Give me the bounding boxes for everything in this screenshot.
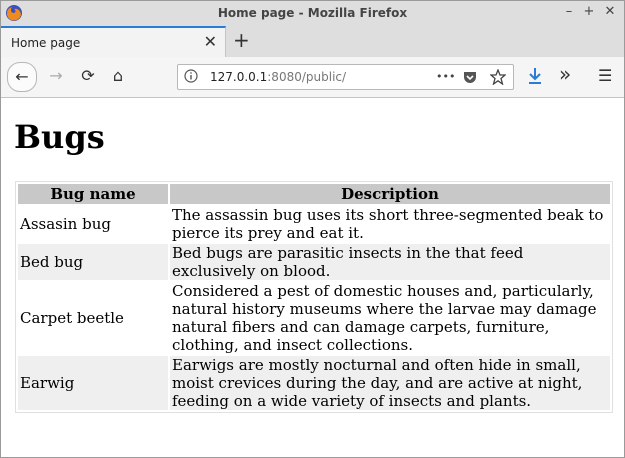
minimize-button[interactable]: – [565, 4, 573, 19]
description-cell: Bed bugs are parasitic insects in the that feed exclusively on blood. [170, 244, 610, 280]
tab-home-page[interactable] [1, 26, 226, 57]
table-row [18, 244, 610, 280]
navigation-toolbar [1, 57, 624, 98]
bug-name-cell: Carpet beetle [20, 309, 124, 327]
window-title: Home page - Mozilla Firefox [217, 6, 408, 20]
table-row [18, 206, 610, 242]
description-cell: Considered a pest of domestic houses and, particularly, natural history museums where the larvae may damage natural fibers and can damage carpets, furniture, clothing, and insect collections. [172, 282, 597, 354]
tab-bar [1, 26, 624, 58]
bugs-table [15, 181, 613, 413]
downloads-icon[interactable] [527, 67, 543, 85]
table-row [18, 356, 610, 410]
maximize-button[interactable]: + [583, 4, 595, 19]
new-tab-button[interactable]: + [233, 28, 250, 52]
home-button[interactable]: ⌂ [112, 66, 124, 85]
reload-button[interactable]: ⟳ [81, 66, 95, 85]
description-cell: The assassin bug uses its short three-segmented beak to pierce its prey and eat it. [172, 206, 604, 242]
page-content [1, 98, 624, 458]
url-host: 127.0.0.1 [210, 70, 268, 84]
url-bar[interactable] [177, 64, 514, 90]
close-window-button[interactable]: ✕ [604, 4, 616, 19]
table-row [18, 282, 610, 354]
info-icon[interactable] [184, 69, 198, 83]
bookmark-star-icon[interactable] [490, 69, 506, 85]
url-path: :8080/public/ [267, 70, 347, 84]
pocket-icon[interactable] [462, 70, 478, 85]
back-button[interactable]: ← [7, 62, 37, 92]
page-actions-icon[interactable]: ••• [436, 70, 456, 83]
title-bar [1, 1, 624, 26]
forward-button[interactable]: → [49, 66, 63, 85]
bug-name-cell: Assasin bug [20, 215, 111, 233]
description-cell: Earwigs are mostly nocturnal and often hide in small, moist crevices during the day, and are active at night, feeding on a wide variety of insects and plants. [170, 356, 610, 410]
hamburger-menu-icon[interactable]: ☰ [598, 66, 613, 85]
bug-name-cell: Bed bug [18, 244, 168, 280]
table-header-row [18, 184, 610, 204]
column-header-bug-name: Bug name [18, 184, 168, 204]
page-heading: Bugs [14, 118, 105, 156]
column-header-description: Description [170, 184, 610, 204]
overflow-menu-icon[interactable]: » [559, 62, 572, 86]
url-text[interactable] [210, 70, 346, 84]
tab-close-icon[interactable]: ✕ [203, 32, 217, 51]
tab-title: Home page [11, 36, 81, 50]
bug-name-cell: Earwig [18, 356, 168, 410]
